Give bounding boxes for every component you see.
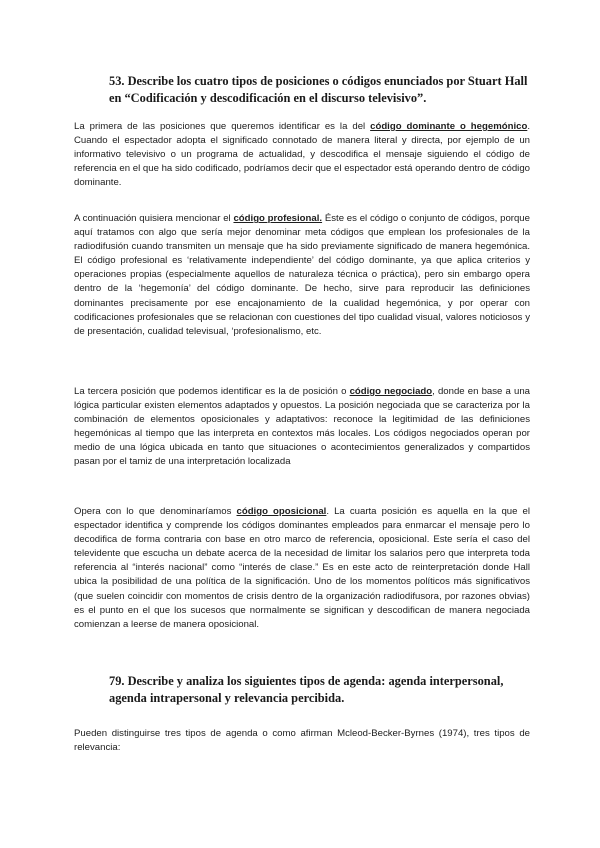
question-53-heading: 53. Describe los cuatro tipos de posiciones o códigos enunciados por Stuart Hall en “Codificación y descodificación en el discurso televisivo”. (109, 74, 528, 105)
paragraph-agenda-intro: Pueden distinguirse tres tipos de agenda o como afirman Mcleod-Becker-Byrnes (1974), tres tipos de relevancia: (74, 728, 530, 754)
paragraph-text: , donde en base a una lógica particular existen elementos adaptados y opuestos. La posición negociada que se caracteriza por la combinación de elementos oposicionales y adaptativos: reconoce la legitimidad de las definiciones hegemónicas al tiempo que las interpreta en contextos más locales. Los códigos negociados operan por medio de una lógica ubicada en tanto que situaciones o acontecimientos generalizados y compartidos pasan por el tamiz de una interpretación localizada (74, 386, 530, 468)
question-79-heading: 79. Describe y analiza los siguientes tipos de agenda: agenda interpersonal, agenda intrapersonal y relevancia percibida. (109, 674, 504, 705)
paragraph-text: . La cuarta posición es aquella en la que el espectador identifica y comprende los códigos dominantes empleados para enmarcar el mensaje pero lo decodifica de forma contraria con base en otro marco de referencia, oposicional. Este sería el caso del televidente que escucha un debate acerca de la necesidad de limitar los salarios pero que interpreta toda referencia al “interés nacional” como “interés de clase.” Es en este acto de reinterpretación donde Hall ubica la posibilidad de una política de la significación. Uno de los momentos políticos más significativos (que suelen coincidir con momentos de crisis dentro de la organización radiodifusora, por razones obvias) es el punto en el que los sucesos que normalmente se significan y descodifican de manera negociada comienzan a leerse de manera oposicional. (74, 506, 531, 630)
paragraph-text: La tercera posición que podemos identificar es la de posición o (74, 386, 350, 397)
keyword-dominant-code: código dominante o hegemónico (370, 121, 528, 132)
paragraph-text: Éste es el código o conjunto de códigos, porque aquí tratamos con algo que sería mejor denominar meta códigos que emplean los profesionales de la radiodifusión cuando transmiten un mensaje que ha sido previamente significado de manera hegemónica. El código profesional es ‘relativamente independiente’ del código dominante, ya que aplica criterios y operaciones propias (especialmente aquellos de naturaleza técnica o práctica), pero sin embargo opera dentro de la ‘hegemonía’ del código dominante. De hecho, sirve para reproducir las definiciones dominantes precisamente por ese encajonamiento de la cualidad hegemónica, y por operar con codificaciones profesionales que se relacionan con cuestiones del tipo cualidad visual, valores noticiosos y de presentación, cualidad televisual, ‘profesionalismo, etc. (74, 213, 530, 337)
keyword-professional-code: código profesional. (233, 213, 323, 224)
paragraph-dominant-code (74, 120, 530, 190)
paragraph-text: . Cuando el espectador adopta el significado connotado de manera literal y directa, por ejemplo de un informativo televisivo o un programa de actualidad, y descodifica el mensaje siguiendo el código de referencia en el que ha sido codificado, podríamos decir que el espectador está operando dentro de código dominante. (74, 121, 530, 189)
paragraph-text: La primera de las posiciones que queremos identificar es la del (74, 121, 371, 132)
keyword-oppositional-code: código oposicional (236, 506, 327, 517)
keyword-negotiated-code: código negociado (349, 386, 433, 397)
paragraph-text: Opera con lo que denominaríamos (74, 506, 237, 517)
paragraph-negotiated-code (74, 385, 530, 470)
paragraph-oppositional-code (74, 505, 530, 632)
paragraph-text: A continuación quisiera mencionar el (74, 213, 234, 224)
paragraph-professional-code (74, 212, 530, 339)
